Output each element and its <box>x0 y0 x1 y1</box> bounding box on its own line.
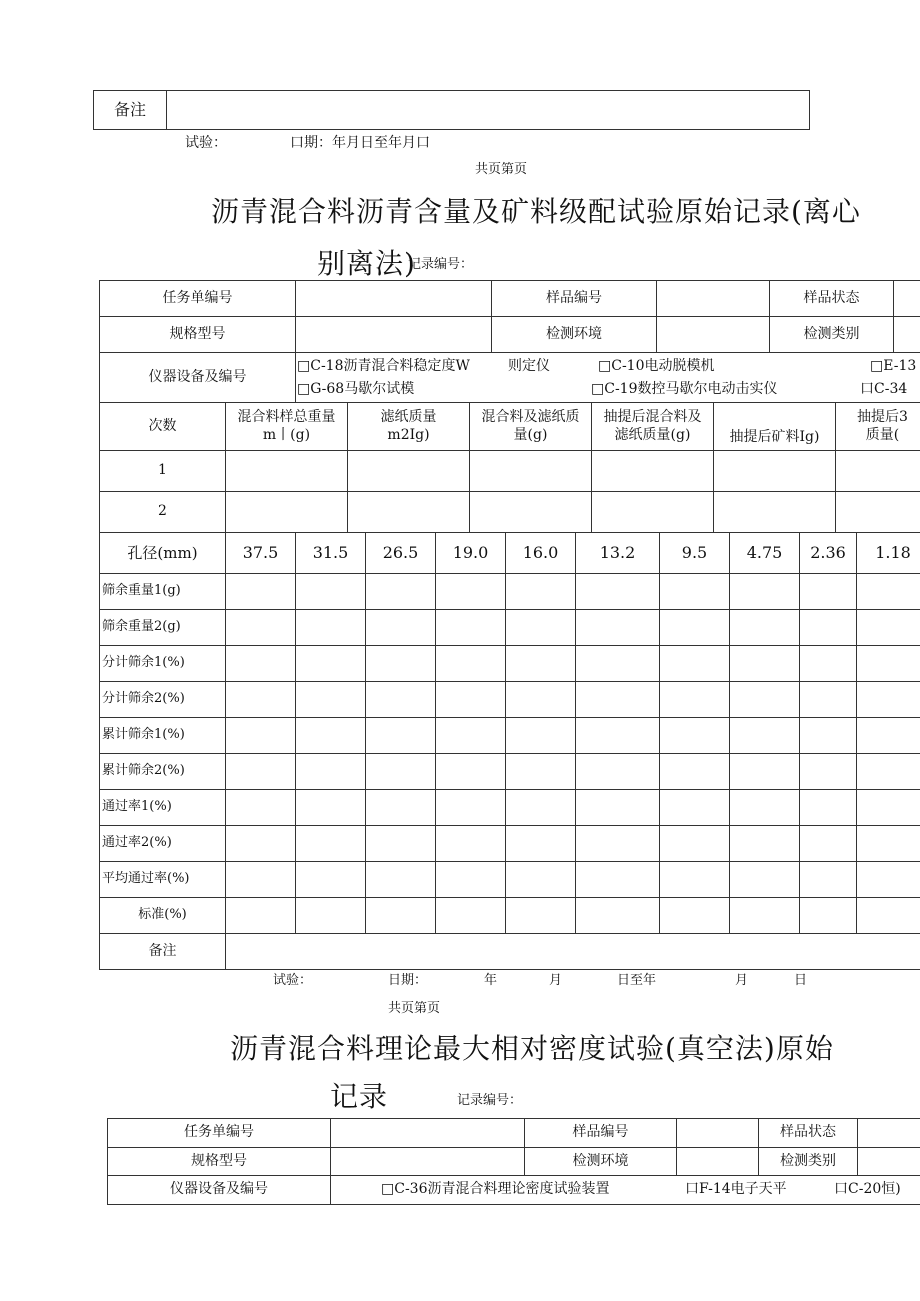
section2-info-table <box>107 1118 920 1205</box>
sieve-cell[interactable] <box>800 718 857 754</box>
extracted-aggregate-header: 抽提后矿料Ig) <box>714 403 836 451</box>
top-page-number: 共页第页 <box>475 162 528 177</box>
sieve-cell[interactable] <box>296 646 366 682</box>
sieve-size-8: 2.36 <box>800 533 857 574</box>
extracted-mass-header: 抽提后3 质量( <box>836 403 920 451</box>
sieve-cell[interactable] <box>800 862 857 898</box>
sieve-row-label: 平均通过率(%) <box>100 862 226 898</box>
top-remarks-label: 备注 <box>94 91 167 130</box>
sieve-cell[interactable] <box>436 682 506 718</box>
sieve-size-5: 13.2 <box>576 533 660 574</box>
section1-title-line2: 别离法) <box>317 247 416 280</box>
mass-cell[interactable] <box>714 451 836 492</box>
sieve-cell[interactable] <box>857 754 920 790</box>
sieve-cell[interactable] <box>800 898 857 934</box>
sieve-cell[interactable] <box>506 862 576 898</box>
sieve-cell[interactable] <box>800 790 857 826</box>
times-row-1: 1 <box>100 451 226 492</box>
sieve-cell[interactable] <box>296 574 366 610</box>
times-header: 次数 <box>100 403 226 451</box>
s2-test-category-label: 检测类别 <box>759 1148 858 1176</box>
sieve-cell[interactable] <box>576 754 660 790</box>
sieve-row-label: 筛余重量2(g) <box>100 610 226 646</box>
s2-sample-state-label: 样品状态 <box>759 1119 858 1148</box>
sieve-size-2: 26.5 <box>366 533 436 574</box>
sieve-size-3: 19.0 <box>436 533 506 574</box>
sample-no-field[interactable] <box>657 281 770 317</box>
sieve-cell[interactable] <box>366 898 436 934</box>
sieve-row-label: 标准(%) <box>100 898 226 934</box>
sieve-cell[interactable] <box>226 682 296 718</box>
mass-cell[interactable] <box>470 451 592 492</box>
section1-mass-table <box>99 402 920 533</box>
sieve-cell[interactable] <box>436 754 506 790</box>
sieve-cell[interactable] <box>436 718 506 754</box>
sieve-cell[interactable] <box>366 610 436 646</box>
section1-record-no-label: 记录编号： <box>408 257 474 272</box>
sieve-cell[interactable] <box>576 682 660 718</box>
sieve-cell[interactable] <box>730 682 800 718</box>
equipment-c18-cont: 则定仪 <box>508 358 550 374</box>
sieve-cell[interactable] <box>660 790 730 826</box>
sieve-cell[interactable] <box>857 682 920 718</box>
sieve-cell[interactable] <box>800 646 857 682</box>
sieve-size-7: 4.75 <box>730 533 800 574</box>
sieve-cell[interactable] <box>730 862 800 898</box>
test-category-label: 检测类别 <box>770 317 894 353</box>
sieve-cell[interactable] <box>506 754 576 790</box>
mass-cell[interactable] <box>348 451 470 492</box>
section1-footer-day-to-year: 日至年 <box>617 973 657 988</box>
sieve-row-label: 通过率1(%) <box>100 790 226 826</box>
sieve-cell[interactable] <box>226 790 296 826</box>
equipment-c36[interactable]: □C-36沥青混合料理论密度试验装置 <box>381 1181 610 1197</box>
equipment-c20[interactable]: 口C-20恒) <box>834 1181 901 1197</box>
sieve-cell[interactable] <box>366 682 436 718</box>
equipment-c19[interactable]: □C-19数控马歇尔电动击实仪 <box>591 381 778 397</box>
test-env-label: 检测环境 <box>492 317 657 353</box>
section1-footer-month2: 月 <box>735 973 749 988</box>
sieve-remarks-field[interactable] <box>226 934 920 970</box>
sieve-row-label: 筛余重量1(g) <box>100 574 226 610</box>
sieve-cell[interactable] <box>506 610 576 646</box>
sieve-row-label: 分计筛余1(%) <box>100 646 226 682</box>
section1-footer-year: 年 <box>484 973 498 988</box>
spec-model-field[interactable] <box>296 317 492 353</box>
sieve-cell[interactable] <box>730 754 800 790</box>
sieve-cell[interactable] <box>800 682 857 718</box>
mix-and-paper-mass-header: 混合料及滤纸质 量(g) <box>470 403 592 451</box>
section1-page-number: 共页第页 <box>388 1001 441 1016</box>
equipment-c10[interactable]: □C-10电动脱模机 <box>598 358 715 374</box>
sieve-cell[interactable] <box>800 610 857 646</box>
sieve-cell[interactable] <box>730 718 800 754</box>
sieve-cell[interactable] <box>576 898 660 934</box>
sieve-cell[interactable] <box>857 646 920 682</box>
s2-sample-no-field[interactable] <box>677 1119 759 1148</box>
section2-title-line1: 沥青混合料理论最大相对密度试验(真空法)原始 <box>230 1032 834 1065</box>
s2-task-no-label: 任务单编号 <box>108 1119 331 1148</box>
sieve-cell[interactable] <box>226 646 296 682</box>
sieve-cell[interactable] <box>296 754 366 790</box>
sieve-cell[interactable] <box>436 646 506 682</box>
sieve-cell[interactable] <box>730 574 800 610</box>
spec-model-label: 规格型号 <box>100 317 296 353</box>
top-remarks-table <box>93 90 810 130</box>
sieve-cell[interactable] <box>576 826 660 862</box>
section1-sieve-table <box>99 532 920 970</box>
top-footer: 试验： 口期：年月日至年月口 <box>185 135 430 151</box>
section1-footer-day2: 日 <box>794 973 808 988</box>
sieve-cell[interactable] <box>366 790 436 826</box>
sieve-cell[interactable] <box>506 898 576 934</box>
equipment-e13[interactable]: □E-13 <box>870 358 917 374</box>
mass-cell[interactable] <box>836 492 920 533</box>
sieve-cell[interactable] <box>436 862 506 898</box>
task-no-label: 任务单编号 <box>100 281 296 317</box>
sieve-cell[interactable] <box>857 574 920 610</box>
sieve-cell[interactable] <box>506 574 576 610</box>
sieve-row-label: 通过率2(%) <box>100 826 226 862</box>
sieve-cell[interactable] <box>800 826 857 862</box>
sieve-cell[interactable] <box>366 646 436 682</box>
instrument-list <box>296 353 920 403</box>
sieve-cell[interactable] <box>226 898 296 934</box>
sieve-cell[interactable] <box>576 862 660 898</box>
sieve-cell[interactable] <box>226 610 296 646</box>
equipment-c34[interactable]: 口C-34 <box>860 381 908 397</box>
mass-cell[interactable] <box>348 492 470 533</box>
sieve-row-label: 累计筛余1(%) <box>100 718 226 754</box>
mix-total-mass-header: 混合料样总重量 m丨(g) <box>226 403 348 451</box>
sieve-size-6: 9.5 <box>660 533 730 574</box>
sample-state-field[interactable] <box>894 281 920 317</box>
sieve-cell[interactable] <box>576 718 660 754</box>
sieve-cell[interactable] <box>730 610 800 646</box>
mass-cell[interactable] <box>592 451 714 492</box>
s2-instrument-label: 仪器设备及编号 <box>108 1176 331 1205</box>
s2-test-category-field[interactable] <box>858 1148 920 1176</box>
sieve-cell[interactable] <box>366 574 436 610</box>
extracted-mix-paper-mass-header: 抽提后混合料及 滤纸质量(g) <box>592 403 714 451</box>
sieve-size-1: 31.5 <box>296 533 366 574</box>
mass-cell[interactable] <box>836 451 920 492</box>
sieve-cell[interactable] <box>436 610 506 646</box>
sample-no-label: 样品编号 <box>492 281 657 317</box>
mass-cell[interactable] <box>714 492 836 533</box>
sieve-size-label: 孔径(mm) <box>100 533 226 574</box>
test-category-field[interactable] <box>894 317 920 353</box>
mass-cell[interactable] <box>470 492 592 533</box>
sample-state-label: 样品状态 <box>770 281 894 317</box>
sieve-cell[interactable] <box>660 862 730 898</box>
sieve-cell[interactable] <box>436 898 506 934</box>
sieve-cell[interactable] <box>857 826 920 862</box>
sieve-cell[interactable] <box>296 862 366 898</box>
sieve-cell[interactable] <box>857 790 920 826</box>
sieve-cell[interactable] <box>296 826 366 862</box>
sieve-cell[interactable] <box>296 898 366 934</box>
sieve-cell[interactable] <box>660 646 730 682</box>
s2-sample-state-field[interactable] <box>858 1119 920 1148</box>
sieve-size-9: 1.18 <box>857 533 920 574</box>
sieve-size-4: 16.0 <box>506 533 576 574</box>
sieve-row-label: 累计筛余2(%) <box>100 754 226 790</box>
sieve-cell[interactable] <box>660 610 730 646</box>
sieve-cell[interactable] <box>296 610 366 646</box>
sieve-remarks-label: 备注 <box>100 934 226 970</box>
s2-spec-model-label: 规格型号 <box>108 1148 331 1176</box>
top-remarks-value[interactable] <box>167 91 810 130</box>
equipment-g68[interactable]: □G-68马歇尔试模 <box>297 381 415 397</box>
s2-instrument-list <box>331 1176 920 1205</box>
section1-footer-tester: 试验： <box>273 973 313 988</box>
sieve-cell[interactable] <box>506 718 576 754</box>
instrument-label: 仪器设备及编号 <box>100 353 296 403</box>
times-row-2: 2 <box>100 492 226 533</box>
sieve-cell[interactable] <box>296 718 366 754</box>
mass-cell[interactable] <box>226 492 348 533</box>
sieve-cell[interactable] <box>366 718 436 754</box>
sieve-cell[interactable] <box>366 826 436 862</box>
sieve-cell[interactable] <box>436 790 506 826</box>
section1-info-table <box>99 280 920 403</box>
sieve-cell[interactable] <box>660 754 730 790</box>
section2-record-no-label: 记录编号： <box>457 1093 523 1108</box>
sieve-cell[interactable] <box>506 790 576 826</box>
s2-task-no-field[interactable] <box>331 1119 525 1148</box>
sieve-cell[interactable] <box>857 862 920 898</box>
sieve-cell[interactable] <box>660 718 730 754</box>
sieve-cell[interactable] <box>660 898 730 934</box>
sieve-cell[interactable] <box>366 754 436 790</box>
s2-sample-no-label: 样品编号 <box>525 1119 677 1148</box>
test-env-field[interactable] <box>657 317 770 353</box>
equipment-c18[interactable]: □C-18沥青混合料稳定度W <box>297 358 470 374</box>
s2-test-env-label: 检测环境 <box>525 1148 677 1176</box>
sieve-row-label: 分计筛余2(%) <box>100 682 226 718</box>
sieve-cell[interactable] <box>730 898 800 934</box>
sieve-cell[interactable] <box>857 718 920 754</box>
s2-spec-model-field[interactable] <box>331 1148 525 1176</box>
sieve-cell[interactable] <box>857 610 920 646</box>
sieve-cell[interactable] <box>226 574 296 610</box>
section1-title-line1: 沥青混合料沥青含量及矿料级配试验原始记录(离心 <box>211 195 861 228</box>
section1-footer-date: 日期： <box>388 973 428 988</box>
sieve-cell[interactable] <box>296 790 366 826</box>
sieve-cell[interactable] <box>226 862 296 898</box>
sieve-cell[interactable] <box>226 718 296 754</box>
sieve-cell[interactable] <box>730 646 800 682</box>
sieve-cell[interactable] <box>506 682 576 718</box>
sieve-cell[interactable] <box>800 574 857 610</box>
section1-footer-month: 月 <box>549 973 563 988</box>
sieve-cell[interactable] <box>576 574 660 610</box>
sieve-cell[interactable] <box>857 898 920 934</box>
sieve-cell[interactable] <box>730 826 800 862</box>
sieve-cell[interactable] <box>576 610 660 646</box>
sieve-cell[interactable] <box>226 826 296 862</box>
mass-cell[interactable] <box>592 492 714 533</box>
s2-test-env-field[interactable] <box>677 1148 759 1176</box>
filter-paper-mass-header: 滤纸质量 m2Ig) <box>348 403 470 451</box>
section2-title-line2: 记录 <box>330 1080 389 1113</box>
sieve-cell[interactable] <box>730 790 800 826</box>
sieve-size-0: 37.5 <box>226 533 296 574</box>
sieve-cell[interactable] <box>576 646 660 682</box>
sieve-cell[interactable] <box>506 646 576 682</box>
mass-cell[interactable] <box>226 451 348 492</box>
sieve-cell[interactable] <box>660 574 730 610</box>
sieve-cell[interactable] <box>296 682 366 718</box>
sieve-cell[interactable] <box>576 790 660 826</box>
sieve-cell[interactable] <box>800 754 857 790</box>
sieve-cell[interactable] <box>226 754 296 790</box>
sieve-cell[interactable] <box>660 826 730 862</box>
sieve-cell[interactable] <box>660 682 730 718</box>
sieve-cell[interactable] <box>436 574 506 610</box>
sieve-cell[interactable] <box>436 826 506 862</box>
sieve-cell[interactable] <box>506 826 576 862</box>
sieve-cell[interactable] <box>366 862 436 898</box>
task-no-field[interactable] <box>296 281 492 317</box>
equipment-f14[interactable]: 口F-14电子天平 <box>685 1181 787 1197</box>
